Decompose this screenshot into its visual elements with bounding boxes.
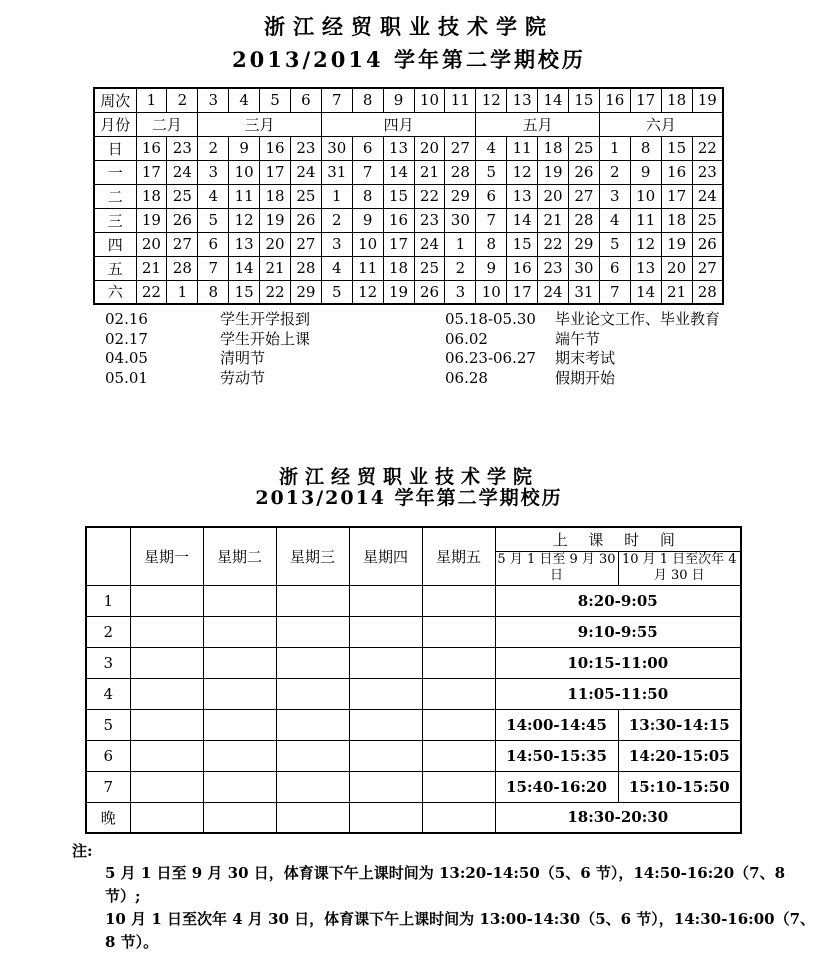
class-slot-cell <box>203 616 276 647</box>
week-number-cell: 16 <box>599 88 630 112</box>
class-slot-cell <box>349 585 422 616</box>
week-number-cell: 19 <box>692 88 723 112</box>
class-slot-cell <box>130 709 203 740</box>
date-cell: 6 <box>352 136 383 160</box>
schedule-row <box>86 740 741 771</box>
class-slot-cell <box>276 585 349 616</box>
date-cell: 18 <box>661 208 692 232</box>
date-cell: 16 <box>136 136 167 160</box>
date-cell: 8 <box>198 280 229 304</box>
date-cell: 14 <box>507 208 538 232</box>
date-cell: 19 <box>260 208 291 232</box>
class-time-cell: 8:20-9:05 <box>495 585 741 616</box>
class-slot-cell <box>422 647 495 678</box>
class-time-cell: 14:20-15:05 <box>618 740 741 771</box>
event-name: 学生开始上课 <box>220 329 311 348</box>
class-slot-cell <box>203 709 276 740</box>
date-cell: 30 <box>568 256 599 280</box>
class-slot-cell <box>276 709 349 740</box>
weekday-header-fri: 星期五 <box>422 527 495 585</box>
date-cell: 20 <box>260 232 291 256</box>
schedule-row <box>86 616 741 647</box>
schedule-subtitle: 2013/2014 学年第二学期校历 <box>255 487 563 509</box>
event-row <box>105 369 818 389</box>
date-cell: 28 <box>692 280 723 304</box>
date-cell: 16 <box>507 256 538 280</box>
class-slot-cell <box>276 802 349 833</box>
date-cell: 31 <box>321 160 352 184</box>
weekday-label: 三 <box>94 208 136 232</box>
page-subtitle: 2013/2014 学年第二学期校历 <box>232 47 586 72</box>
date-cell: 15 <box>507 232 538 256</box>
calendar-day-row <box>94 184 723 208</box>
week-number-cell: 13 <box>507 88 538 112</box>
date-cell: 7 <box>599 280 630 304</box>
event-date: 02.16 <box>105 310 148 328</box>
week-number-cell: 17 <box>630 88 661 112</box>
class-slot-cell <box>422 678 495 709</box>
footnotes <box>72 840 818 954</box>
event-name: 端午节 <box>555 329 601 348</box>
class-slot-cell <box>276 740 349 771</box>
calendar-day-row <box>94 136 723 160</box>
weekday-header-mon: 星期一 <box>130 527 203 585</box>
period-label: 晚 <box>86 802 130 833</box>
date-cell: 25 <box>568 136 599 160</box>
date-cell: 22 <box>538 232 569 256</box>
class-slot-cell <box>203 647 276 678</box>
period-label: 1 <box>86 585 130 616</box>
event-row <box>105 349 818 369</box>
date-cell: 4 <box>321 256 352 280</box>
date-cell: 11 <box>630 208 661 232</box>
class-slot-cell <box>130 616 203 647</box>
date-cell: 3 <box>198 160 229 184</box>
week-number-cell: 9 <box>383 88 414 112</box>
date-cell: 19 <box>661 232 692 256</box>
event-row <box>105 310 818 330</box>
week-number-cell: 14 <box>538 88 569 112</box>
class-slot-cell <box>349 678 422 709</box>
week-number-cell: 6 <box>290 88 321 112</box>
date-cell: 17 <box>507 280 538 304</box>
date-cell: 29 <box>290 280 321 304</box>
date-cell: 16 <box>383 208 414 232</box>
date-cell: 27 <box>167 232 198 256</box>
summer-period-header: 5 月 1 日至 9 月 30 日 <box>495 551 618 585</box>
event-date: 02.17 <box>105 329 148 348</box>
month-row-label: 月份 <box>94 112 136 136</box>
date-cell: 9 <box>229 136 260 160</box>
date-cell: 10 <box>476 280 507 304</box>
class-slot-cell <box>203 678 276 709</box>
date-cell: 23 <box>414 208 445 232</box>
date-cell: 27 <box>568 184 599 208</box>
date-cell: 25 <box>167 184 198 208</box>
class-slot-cell <box>422 771 495 802</box>
schedule-row <box>86 771 741 802</box>
event-date: 06.28 <box>445 368 488 387</box>
calendar-events-list <box>0 310 818 388</box>
date-cell: 5 <box>198 208 229 232</box>
date-cell: 31 <box>568 280 599 304</box>
date-cell: 5 <box>476 160 507 184</box>
event-name: 期末考试 <box>555 349 616 367</box>
week-number-cell: 1 <box>136 88 167 112</box>
calendar-day-row <box>94 160 723 184</box>
class-slot-cell <box>349 647 422 678</box>
date-cell: 15 <box>383 184 414 208</box>
date-cell: 16 <box>661 160 692 184</box>
date-cell: 6 <box>198 232 229 256</box>
date-cell: 18 <box>538 136 569 160</box>
corner-cell <box>86 527 130 585</box>
period-label: 7 <box>86 771 130 802</box>
date-cell: 21 <box>538 208 569 232</box>
class-slot-cell <box>422 585 495 616</box>
event-name: 学生开学报到 <box>220 310 311 328</box>
date-cell: 12 <box>630 232 661 256</box>
weekday-label: 一 <box>94 160 136 184</box>
class-slot-cell <box>422 709 495 740</box>
date-cell: 14 <box>630 280 661 304</box>
period-label: 2 <box>86 616 130 647</box>
week-number-cell: 18 <box>661 88 692 112</box>
week-number-cell: 12 <box>476 88 507 112</box>
date-cell: 26 <box>414 280 445 304</box>
date-cell: 27 <box>445 136 476 160</box>
date-cell: 2 <box>321 208 352 232</box>
date-cell: 23 <box>167 136 198 160</box>
period-label: 5 <box>86 709 130 740</box>
date-cell: 11 <box>352 256 383 280</box>
date-cell: 17 <box>260 160 291 184</box>
date-cell: 30 <box>445 208 476 232</box>
footnote-line-winter: 10 月 1 日至次年 4 月 30 日，体育课下午上课时间为 13:00-14:30（5、6 节），14:30-16:00（7、8 节）。 <box>105 910 816 951</box>
class-time-cell: 14:50-15:35 <box>495 740 618 771</box>
date-cell: 25 <box>290 184 321 208</box>
date-cell: 1 <box>167 280 198 304</box>
date-cell: 4 <box>599 208 630 232</box>
semester-calendar-table <box>93 87 724 305</box>
date-cell: 24 <box>290 160 321 184</box>
date-cell: 20 <box>136 232 167 256</box>
date-cell: 1 <box>445 232 476 256</box>
date-cell: 14 <box>383 160 414 184</box>
schedule-title: 浙江经贸职业技术学院 <box>278 466 539 488</box>
date-cell: 26 <box>692 232 723 256</box>
class-slot-cell <box>276 616 349 647</box>
event-date: 04.05 <box>105 349 148 367</box>
class-time-cell: 11:05-11:50 <box>495 678 741 709</box>
date-cell: 20 <box>538 184 569 208</box>
date-cell: 28 <box>568 208 599 232</box>
weekday-header-tue: 星期二 <box>203 527 276 585</box>
class-slot-cell <box>130 678 203 709</box>
date-cell: 19 <box>136 208 167 232</box>
class-slot-cell <box>203 802 276 833</box>
event-row <box>105 330 818 350</box>
event-date: 06.02 <box>445 329 488 348</box>
event-name: 劳动节 <box>220 368 266 387</box>
month-row <box>94 112 723 136</box>
date-cell: 18 <box>383 256 414 280</box>
date-cell: 4 <box>476 136 507 160</box>
date-cell: 28 <box>167 256 198 280</box>
date-cell: 20 <box>414 136 445 160</box>
date-cell: 7 <box>352 160 383 184</box>
class-slot-cell <box>349 740 422 771</box>
date-cell: 3 <box>321 232 352 256</box>
date-cell: 12 <box>507 160 538 184</box>
date-cell: 26 <box>290 208 321 232</box>
date-cell: 10 <box>352 232 383 256</box>
date-cell: 13 <box>229 232 260 256</box>
event-date: 05.18-05.30 <box>445 310 536 328</box>
week-number-cell: 15 <box>568 88 599 112</box>
class-slot-cell <box>130 585 203 616</box>
date-cell: 4 <box>198 184 229 208</box>
date-cell: 11 <box>229 184 260 208</box>
calendar-day-row <box>94 256 723 280</box>
schedule-row <box>86 678 741 709</box>
class-slot-cell <box>276 678 349 709</box>
week-number-cell: 11 <box>445 88 476 112</box>
week-number-cell: 5 <box>260 88 291 112</box>
event-name: 毕业论文工作、毕业教育 <box>555 310 721 328</box>
week-number-cell: 2 <box>167 88 198 112</box>
date-cell: 11 <box>507 136 538 160</box>
class-slot-cell <box>130 802 203 833</box>
week-number-cell: 7 <box>321 88 352 112</box>
date-cell: 28 <box>290 256 321 280</box>
class-slot-cell <box>276 771 349 802</box>
event-name: 清明节 <box>220 349 266 367</box>
calendar-day-row <box>94 232 723 256</box>
date-cell: 19 <box>383 280 414 304</box>
date-cell: 25 <box>692 208 723 232</box>
date-cell: 3 <box>599 184 630 208</box>
winter-period-header: 10 月 1 日至次年 4 月 30 日 <box>618 551 741 585</box>
week-row-label: 周次 <box>94 88 136 112</box>
class-time-cell: 9:10-9:55 <box>495 616 741 647</box>
date-cell: 16 <box>260 136 291 160</box>
schedule-row <box>86 802 741 833</box>
week-number-cell: 3 <box>198 88 229 112</box>
date-cell: 5 <box>321 280 352 304</box>
week-number-row <box>94 88 723 112</box>
date-cell: 8 <box>476 232 507 256</box>
date-cell: 10 <box>229 160 260 184</box>
date-cell: 24 <box>414 232 445 256</box>
date-cell: 24 <box>167 160 198 184</box>
date-cell: 3 <box>445 280 476 304</box>
class-slot-cell <box>422 616 495 647</box>
week-number-cell: 8 <box>352 88 383 112</box>
date-cell: 13 <box>383 136 414 160</box>
event-name: 假期开始 <box>555 368 616 387</box>
date-cell: 28 <box>445 160 476 184</box>
date-cell: 15 <box>661 136 692 160</box>
date-cell: 8 <box>352 184 383 208</box>
month-cell: 二月 <box>136 112 198 136</box>
date-cell: 19 <box>538 160 569 184</box>
class-slot-cell <box>203 740 276 771</box>
date-cell: 20 <box>661 256 692 280</box>
date-cell: 21 <box>260 256 291 280</box>
date-cell: 5 <box>599 232 630 256</box>
date-cell: 26 <box>167 208 198 232</box>
date-cell: 29 <box>568 232 599 256</box>
date-cell: 26 <box>568 160 599 184</box>
date-cell: 27 <box>692 256 723 280</box>
class-slot-cell <box>130 647 203 678</box>
month-cell: 五月 <box>476 112 600 136</box>
month-cell: 六月 <box>599 112 723 136</box>
month-cell: 四月 <box>321 112 475 136</box>
date-cell: 12 <box>229 208 260 232</box>
class-slot-cell <box>349 709 422 740</box>
date-cell: 24 <box>692 184 723 208</box>
period-label: 3 <box>86 647 130 678</box>
class-time-cell: 15:40-16:20 <box>495 771 618 802</box>
event-date: 05.01 <box>105 368 148 387</box>
date-cell: 13 <box>630 256 661 280</box>
date-cell: 30 <box>321 136 352 160</box>
date-cell: 9 <box>630 160 661 184</box>
date-cell: 17 <box>383 232 414 256</box>
date-cell: 17 <box>136 160 167 184</box>
week-number-cell: 4 <box>229 88 260 112</box>
weekday-label: 五 <box>94 256 136 280</box>
weekday-label: 二 <box>94 184 136 208</box>
class-schedule-table <box>85 526 742 834</box>
month-cell: 三月 <box>198 112 322 136</box>
date-cell: 22 <box>136 280 167 304</box>
weekday-label: 六 <box>94 280 136 304</box>
calendar-day-row <box>94 280 723 304</box>
date-cell: 12 <box>352 280 383 304</box>
weekday-label: 日 <box>94 136 136 160</box>
date-cell: 18 <box>136 184 167 208</box>
class-slot-cell <box>276 647 349 678</box>
date-cell: 22 <box>692 136 723 160</box>
date-cell: 18 <box>260 184 291 208</box>
class-slot-cell <box>130 771 203 802</box>
class-time-header: 上 课 时 间 <box>495 527 741 551</box>
date-cell: 23 <box>290 136 321 160</box>
date-cell: 25 <box>414 256 445 280</box>
schedule-row <box>86 585 741 616</box>
class-slot-cell <box>422 740 495 771</box>
date-cell: 2 <box>445 256 476 280</box>
class-time-cell: 15:10-15:50 <box>618 771 741 802</box>
weekday-header-wed: 星期三 <box>276 527 349 585</box>
class-slot-cell <box>349 802 422 833</box>
schedule-header-row <box>86 527 741 551</box>
class-slot-cell <box>203 771 276 802</box>
footnote-line-summer: 5 月 1 日至 9 月 30 日，体育课下午上课时间为 13:20-14:50（5、6 节），14:50-16:20（7、8 节）; <box>105 864 786 905</box>
period-label: 4 <box>86 678 130 709</box>
class-time-cell: 14:00-14:45 <box>495 709 618 740</box>
date-cell: 22 <box>260 280 291 304</box>
footnote-label: 注: <box>72 842 93 860</box>
date-cell: 9 <box>476 256 507 280</box>
date-cell: 9 <box>352 208 383 232</box>
date-cell: 6 <box>476 184 507 208</box>
period-label: 6 <box>86 740 130 771</box>
class-time-cell: 10:15-11:00 <box>495 647 741 678</box>
week-number-cell: 10 <box>414 88 445 112</box>
date-cell: 2 <box>198 136 229 160</box>
class-slot-cell <box>349 616 422 647</box>
class-time-cell: 18:30-20:30 <box>495 802 741 833</box>
event-date: 06.23-06.27 <box>445 349 536 367</box>
date-cell: 1 <box>599 136 630 160</box>
date-cell: 21 <box>661 280 692 304</box>
date-cell: 10 <box>630 184 661 208</box>
date-cell: 2 <box>599 160 630 184</box>
date-cell: 29 <box>445 184 476 208</box>
date-cell: 22 <box>414 184 445 208</box>
date-cell: 7 <box>476 208 507 232</box>
date-cell: 1 <box>321 184 352 208</box>
date-cell: 21 <box>136 256 167 280</box>
date-cell: 23 <box>692 160 723 184</box>
date-cell: 27 <box>290 232 321 256</box>
date-cell: 24 <box>538 280 569 304</box>
class-slot-cell <box>203 585 276 616</box>
date-cell: 21 <box>414 160 445 184</box>
date-cell: 17 <box>661 184 692 208</box>
schedule-row <box>86 647 741 678</box>
date-cell: 6 <box>599 256 630 280</box>
date-cell: 8 <box>630 136 661 160</box>
page-title: 浙江经贸职业技术学院 <box>264 14 554 39</box>
calendar-day-row <box>94 208 723 232</box>
date-cell: 15 <box>229 280 260 304</box>
date-cell: 7 <box>198 256 229 280</box>
schedule-row <box>86 709 741 740</box>
date-cell: 13 <box>507 184 538 208</box>
date-cell: 23 <box>538 256 569 280</box>
class-time-cell: 13:30-14:15 <box>618 709 741 740</box>
date-cell: 14 <box>229 256 260 280</box>
class-slot-cell <box>349 771 422 802</box>
class-slot-cell <box>130 740 203 771</box>
weekday-header-thu: 星期四 <box>349 527 422 585</box>
class-slot-cell <box>422 802 495 833</box>
weekday-label: 四 <box>94 232 136 256</box>
